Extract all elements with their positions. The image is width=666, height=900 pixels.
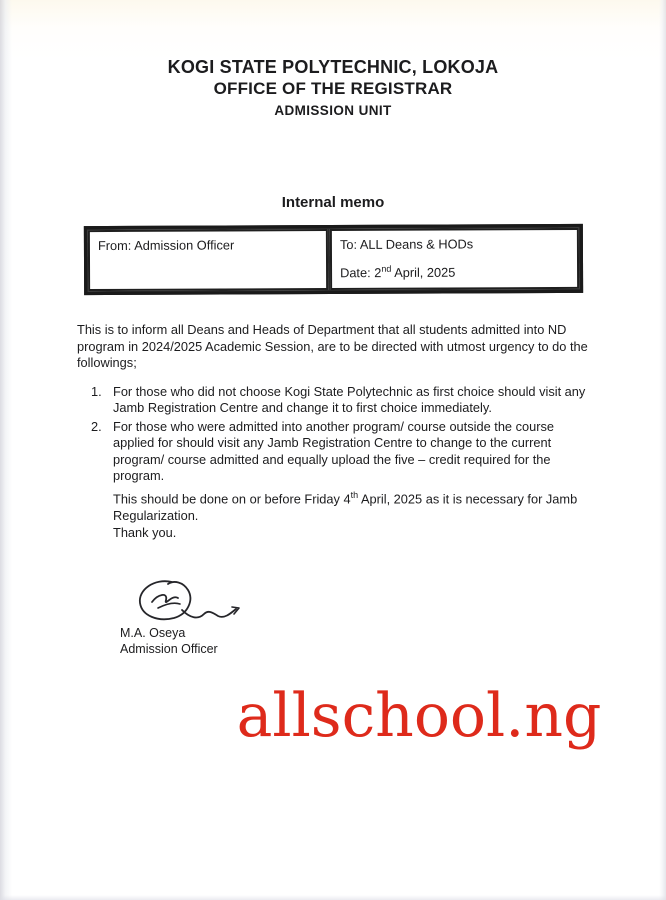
letterhead bbox=[0, 56, 666, 122]
memo-title: Internal memo bbox=[281, 194, 385, 211]
deadline-ordinal-superscript: th bbox=[350, 489, 359, 500]
date-text: Date: 2nd April, 2025 bbox=[339, 263, 455, 281]
institution-name: KOGI STATE POLYTECHNIC, LOKOJA bbox=[167, 57, 499, 77]
watermark-text: allschool.ng bbox=[236, 680, 602, 751]
closing-note: Thank you. bbox=[113, 525, 177, 541]
memo-body bbox=[77, 322, 589, 541]
to-date-cell bbox=[329, 228, 578, 290]
list-item-text: For those who were admitted into another program/ course outside the course applied for should visit any Jamb Registration Centre to change to the current program/ course admitted and equally upload the five – credit required for the program. bbox=[113, 418, 555, 484]
list-item bbox=[91, 384, 589, 417]
signature-block bbox=[120, 576, 666, 656]
deadline-note: This should be done on or before Friday 4th April, 2025 as it is necessary for Jamb Regularization. bbox=[113, 489, 578, 523]
memo-list bbox=[77, 384, 589, 485]
signature-scribble bbox=[128, 576, 248, 630]
signer-name: M.A. Oseya bbox=[120, 625, 186, 640]
page-edge-left bbox=[0, 0, 12, 900]
office-name: OFFICE OF THE REGISTRAR bbox=[213, 79, 453, 98]
list-item-text: For those who did not choose Kogi State Polytechnic as first choice should visit any Jamb Registration Centre and change it to first choice immediately. bbox=[113, 383, 586, 416]
date-ordinal-superscript: nd bbox=[380, 263, 391, 274]
page-edge-right bbox=[659, 0, 666, 900]
from-text: From: Admission Officer bbox=[97, 237, 234, 254]
memo-meta-table bbox=[83, 224, 582, 295]
unit-name: ADMISSION UNIT bbox=[274, 103, 392, 118]
to-text: To: ALL Deans & HODs bbox=[339, 236, 473, 252]
memo-intro: This is to inform all Deans and Heads of Department that all students admitted into ND program in 2024/2025 Academic Session, are to be directed with utmost urgency to do the followings; bbox=[77, 322, 588, 371]
list-item-number: 1. bbox=[91, 383, 102, 399]
list-item-number: 2. bbox=[91, 418, 102, 434]
page-edge-bottom bbox=[0, 895, 666, 900]
signer-title: Admission Officer bbox=[120, 641, 218, 656]
from-cell bbox=[87, 229, 327, 291]
list-item bbox=[91, 419, 589, 485]
